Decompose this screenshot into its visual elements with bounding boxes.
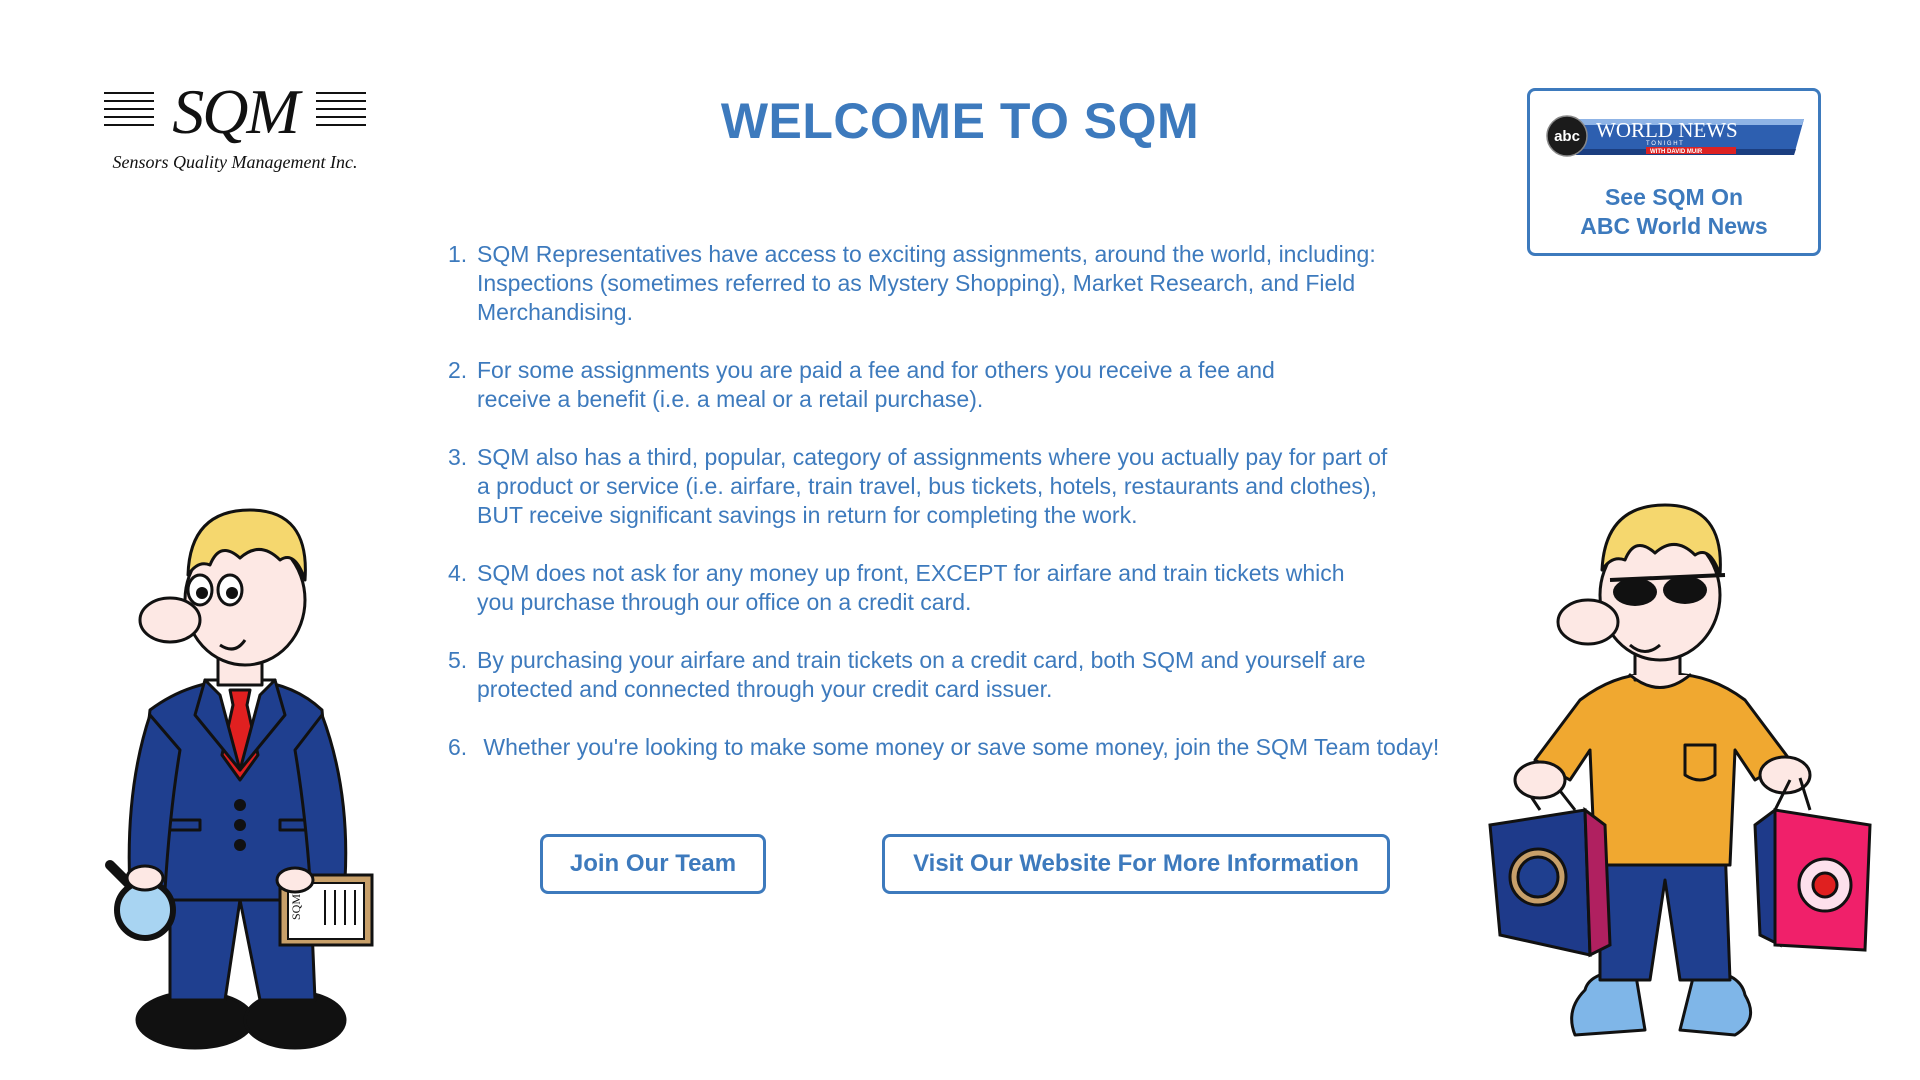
list-item-line: By purchasing your airfare and train tickets on a credit card, both SQM and yourself are — [477, 647, 1366, 673]
logo-subtitle: Sensors Quality Management Inc. — [112, 152, 358, 172]
list-item-line: Inspections (sometimes referred to as Mystery Shopping), Market Research, and Field — [477, 270, 1356, 296]
visit-website-button[interactable]: Visit Our Website For More Information — [882, 834, 1390, 894]
list-item-number: 3. — [448, 444, 468, 470]
logo-mark: SQM — [172, 76, 298, 147]
list-item-line: you purchase through our office on a credit card. — [477, 589, 972, 615]
abc-banner-title: WORLD NEWS — [1596, 118, 1738, 142]
list-item — [448, 646, 1508, 704]
abc-caption-line2: ABC World News — [1580, 213, 1768, 239]
list-item — [448, 356, 1508, 414]
list-item — [448, 240, 1508, 327]
abc-world-news-card[interactable] — [1527, 88, 1821, 256]
list-item-line: For some assignments you are paid a fee and for others you receive a fee and — [477, 357, 1275, 383]
join-our-team-button[interactable]: Join Our Team — [540, 834, 766, 894]
list-item-line: receive a benefit (i.e. a meal or a retail purchase). — [477, 386, 984, 412]
abc-banner-with: WITH DAVID MUIR — [1650, 149, 1703, 155]
list-item-number: 2. — [448, 357, 468, 383]
list-item-line: a product or service (i.e. airfare, train travel, bus tickets, hotels, restaurants and clothes), — [477, 473, 1377, 499]
list-item — [448, 443, 1508, 530]
abc-world-news-banner — [1546, 115, 1804, 157]
feature-list — [448, 240, 1508, 791]
list-item-line: Whether you're looking to make some money or save some money, join the SQM Team today! — [477, 734, 1440, 760]
list-item-line: protected and connected through your credit card issuer. — [477, 676, 1053, 702]
businessman-inspector-illustration — [100, 480, 390, 1060]
list-item-line: SQM Representatives have access to exciting assignments, around the world, including: — [477, 241, 1376, 267]
list-item — [448, 559, 1508, 617]
list-item-number: 5. — [448, 647, 468, 673]
list-item-number: 1. — [448, 241, 468, 267]
clipboard-text: SQM — [289, 893, 303, 920]
clipboard-icon — [277, 868, 372, 945]
magnifier-icon — [110, 865, 173, 938]
abc-banner-tonight: T O N I G H T — [1646, 141, 1683, 147]
shopping-bag-pink-icon — [1755, 778, 1870, 950]
abc-caption-line1: See SQM On — [1604, 184, 1744, 210]
list-item-number: 4. — [448, 560, 468, 586]
list-item — [448, 733, 1508, 762]
list-item-line: SQM also has a third, popular, category of assignments where you actually pay for part of — [477, 444, 1388, 470]
page-title: WELCOME TO SQM — [720, 93, 1200, 149]
list-item-line: Merchandising. — [477, 299, 633, 325]
shopper-with-bags-illustration — [1470, 480, 1920, 1060]
abc-card-caption — [1530, 183, 1818, 241]
list-item-line: SQM does not ask for any money up front, EXCEPT for airfare and train tickets which — [477, 560, 1345, 586]
list-item-number: 6. — [448, 734, 468, 760]
abc-network-text: abc — [1554, 128, 1580, 145]
list-item-line: BUT receive significant savings in return for completing the work. — [477, 502, 1138, 528]
